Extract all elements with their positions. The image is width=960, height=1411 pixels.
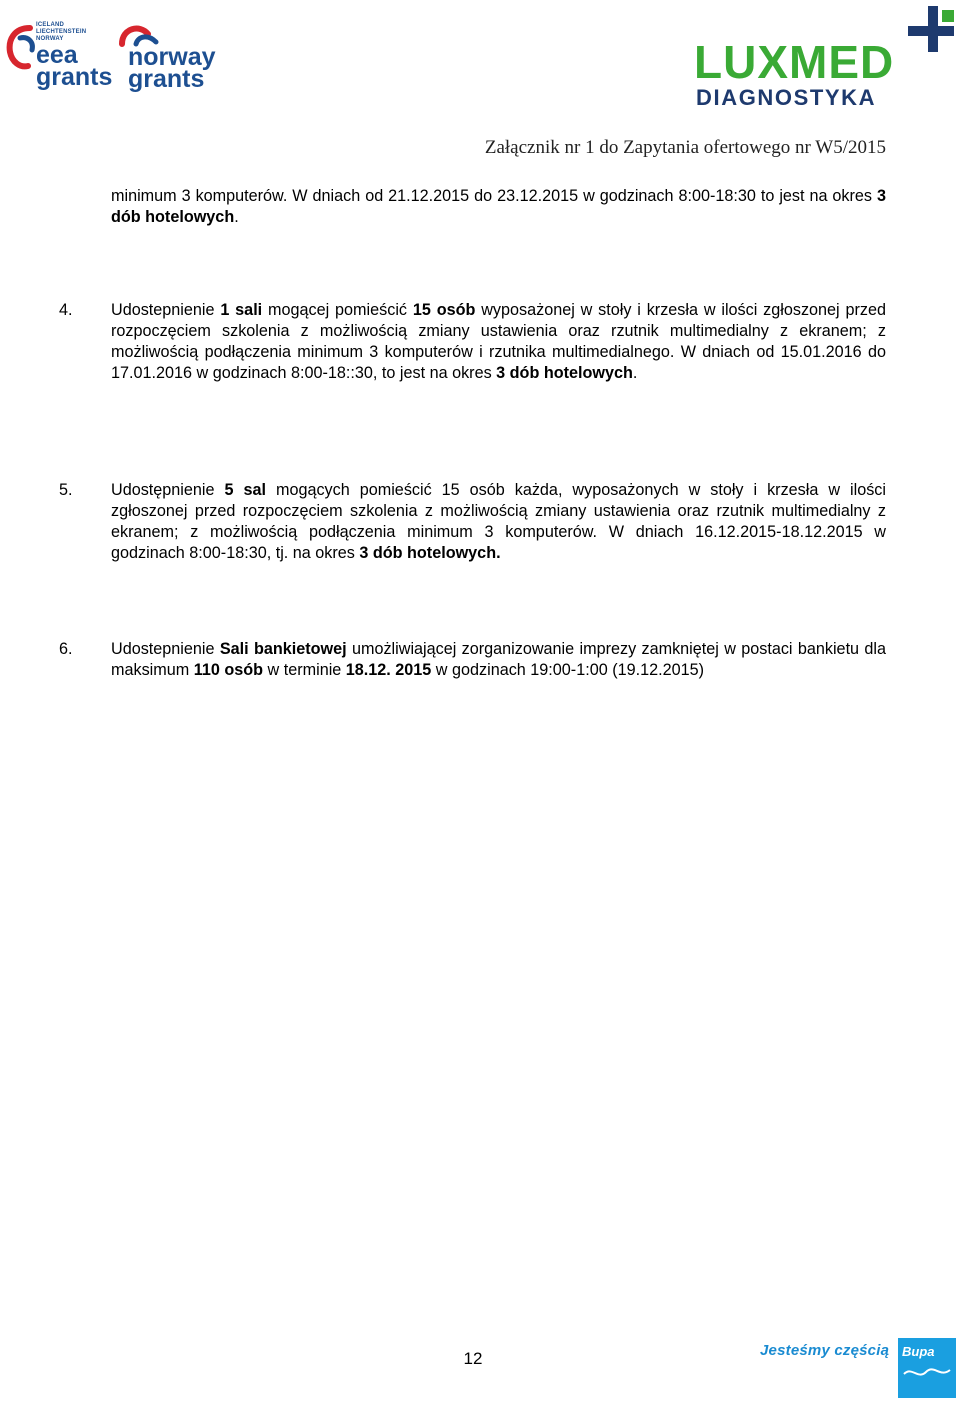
eea-country-3: NORWAY bbox=[36, 36, 64, 42]
luxmed-diagnostyka-logo bbox=[692, 4, 956, 112]
p5-bold-1: 5 sal bbox=[224, 481, 266, 499]
item-6-number: 6. bbox=[59, 640, 73, 658]
norway-line-1: norway bbox=[128, 43, 216, 71]
item-5-number: 5. bbox=[59, 481, 73, 499]
norway-grants-logo bbox=[118, 22, 230, 94]
p6-text-4: w godzinach 19:00-1:00 (19.12.2015) bbox=[431, 661, 704, 679]
p4-bold-2: 15 osób bbox=[412, 301, 476, 319]
p4-text-1: Udostepnienie bbox=[111, 301, 221, 319]
p4-text-4: . bbox=[632, 364, 638, 382]
header-annex-title: Załącznik nr 1 do Zapytania ofertowego nr W5/2015 bbox=[484, 137, 886, 158]
p6-text-2: umożliwiającej zorganizowanie imprezy zamkniętej w postaci bankietu dla maksimum bbox=[111, 640, 887, 679]
p5-text-1: Udostępnienie bbox=[111, 481, 225, 499]
p6-text-3: w terminie bbox=[263, 661, 346, 679]
p4-text-2: mogącej pomieścić bbox=[262, 301, 413, 319]
norway-line-2: grants bbox=[128, 65, 205, 93]
p5-bold-2: 3 dób hotelowych. bbox=[359, 544, 501, 562]
bupa-logo bbox=[898, 1338, 956, 1398]
eea-grants-logo bbox=[6, 20, 114, 95]
p6-bold-3: 18.12. 2015 bbox=[345, 661, 432, 679]
eea-line-1: eea bbox=[36, 41, 78, 69]
p5-text-2: mogących pomieścić 15 osób każda, wyposażonych w stoły i krzesła w ilości zgłoszonej przed rozpoczęciem szkolenia z możliwością zmiany ustawienia oraz rzutnik multimedialny z ekranem; z możliwością podłączenia minimum 3 komputerów. W dniach 16.12.2015-18.12.2015 w godzinach 8:00-18:30, tj. na okres bbox=[111, 481, 886, 562]
p4-text-3: wyposażonej w stoły i krzesła w ilości zgłoszonej przed rozpoczęciem szkolenia z możliwością zmiany ustawienia oraz rzutnik multimedialny z ekranem; z możliwością podłączenia minimum 3 komputerów i rzutnika multimedialnego. W dniach od 15.01.2016 do 17.01.2016 w godzinach 8:00-18::30, to jest na okres bbox=[111, 301, 886, 382]
bupa-wave-icon bbox=[902, 1362, 952, 1382]
item-4-text bbox=[111, 300, 886, 384]
p6-bold-2: 110 osób bbox=[193, 661, 264, 679]
p0-text-2: . bbox=[234, 208, 239, 226]
bupa-tagline: Jesteśmy częścią bbox=[760, 1342, 890, 1359]
eea-swirl-icon bbox=[6, 22, 40, 72]
luxmed-wordmark: LUXMED bbox=[694, 36, 895, 88]
luxmed-subtitle: DIAGNOSTYKA bbox=[696, 85, 877, 110]
item-6-text bbox=[111, 639, 886, 681]
p6-bold-1: Sali bankietowej bbox=[219, 640, 347, 658]
eea-line-2: grants bbox=[36, 63, 113, 91]
item-4-number: 4. bbox=[59, 301, 73, 319]
bupa-logo-label: Bupa bbox=[902, 1344, 935, 1359]
luxmed-mark-icon bbox=[898, 4, 956, 54]
p6-text-1: Udostepnienie bbox=[111, 640, 220, 658]
p0-bold-1: 3 dób hotelowych bbox=[111, 187, 886, 226]
eea-country-1: ICELAND bbox=[36, 22, 65, 28]
p0-text-1: minimum 3 komputerów. W dniach od 21.12.2015 do 23.12.2015 w godzinach 8:00-18:30 to jest na okres bbox=[111, 187, 877, 205]
item-5-text bbox=[111, 480, 886, 564]
eea-country-2: LIECHTENSTEIN bbox=[36, 29, 87, 35]
p4-bold-1: 1 sali bbox=[220, 301, 263, 319]
page-number: 12 bbox=[463, 1349, 483, 1368]
paragraph-continuation bbox=[111, 186, 886, 228]
p4-bold-3: 3 dób hotelowych bbox=[496, 364, 633, 382]
